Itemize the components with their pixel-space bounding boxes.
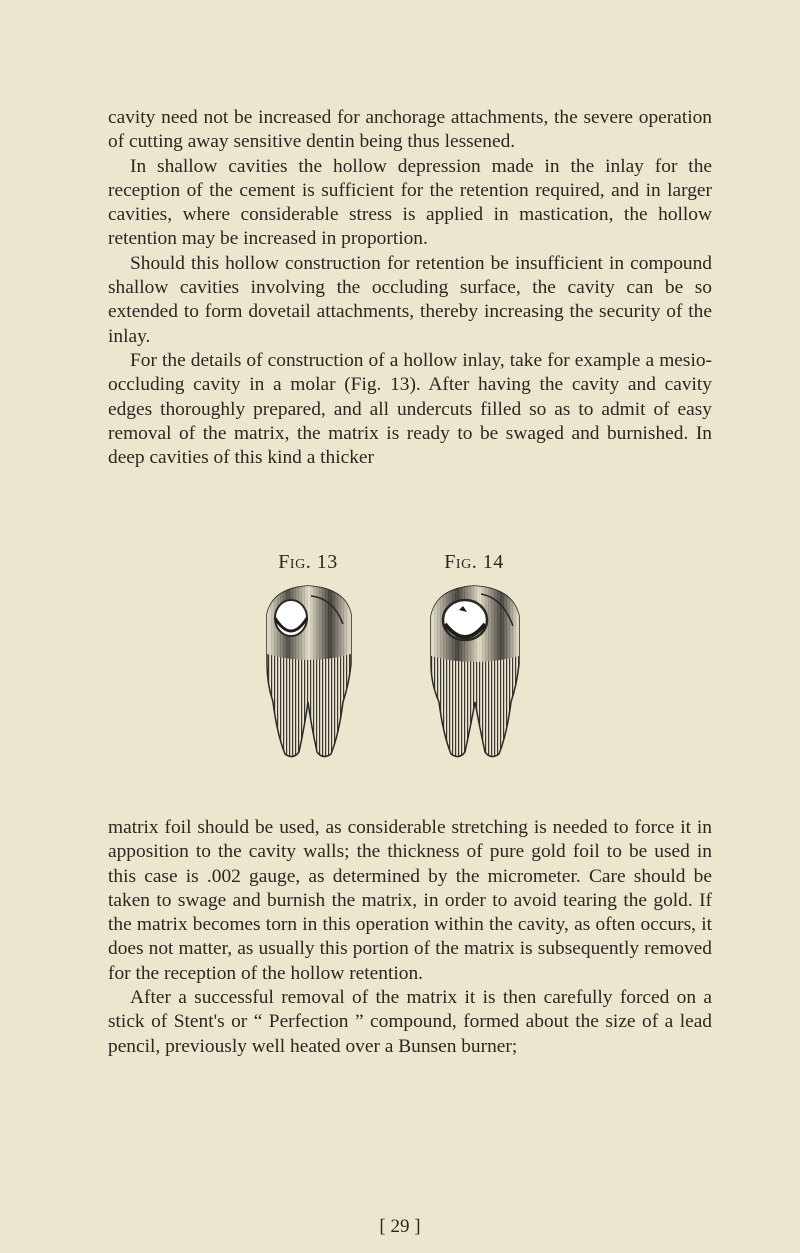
tooth-illustration-icon bbox=[419, 584, 529, 760]
figure-14 bbox=[414, 550, 534, 760]
text-block-top bbox=[108, 106, 712, 470]
figure-caption: Fig. 14 bbox=[444, 551, 504, 573]
tooth-illustration-icon bbox=[253, 584, 363, 760]
paragraph: For the details of construction of a hollow inlay, take for example a mesio-occluding cavity in a molar (Fig. 13). After having the cavity and cavity edges thoroughly prepared, and all undercuts filled so as to admit of easy removal of the matrix, the matrix is ready to be swaged and burnished. In deep cavities of this kind a thicker bbox=[108, 349, 712, 469]
paragraph: matrix foil should be used, as considerable stretching is needed to force it in apposition to the cavity walls; the thickness of pure gold foil to be used in this case is .002 gauge, as determined by the micrometer. Care should be taken to swage and burnish the matrix, in order to avoid tearing the gold. If the matrix becomes torn in this operation within the cavity, as often occurs, it does not matter, as usually this portion of the matrix is subsequently removed for the reception of the hollow retention. bbox=[108, 817, 712, 984]
figure-caption: Fig. 13 bbox=[278, 551, 338, 573]
text-block-bottom bbox=[108, 816, 712, 1059]
page-number: [ 29 ] bbox=[379, 1216, 421, 1237]
paragraph: Should this hollow construction for retention be insufficient in compound shallow cavities involving the occluding surface, the cavity can be so extended to form dovetail attachments, thereby increasing the security of the inlay. bbox=[108, 252, 712, 347]
paragraph: In shallow cavities the hollow depression made in the inlay for the reception of the cement is sufficient for the retention required, and in larger cavities, where considerable stress is applied in mastication, the hollow retention may be increased in proportion. bbox=[108, 155, 712, 250]
paragraph: cavity need not be increased for anchorage attachments, the severe operation of cutting away sensitive dentin being thus lessened. bbox=[108, 107, 712, 153]
paragraph: After a successful removal of the matrix it is then carefully forced on a stick of Stent's or “ Perfection ” compound, formed about the size of a lead pencil, previously well heated over a Bunsen burner; bbox=[108, 987, 712, 1057]
figure-13 bbox=[248, 550, 368, 760]
